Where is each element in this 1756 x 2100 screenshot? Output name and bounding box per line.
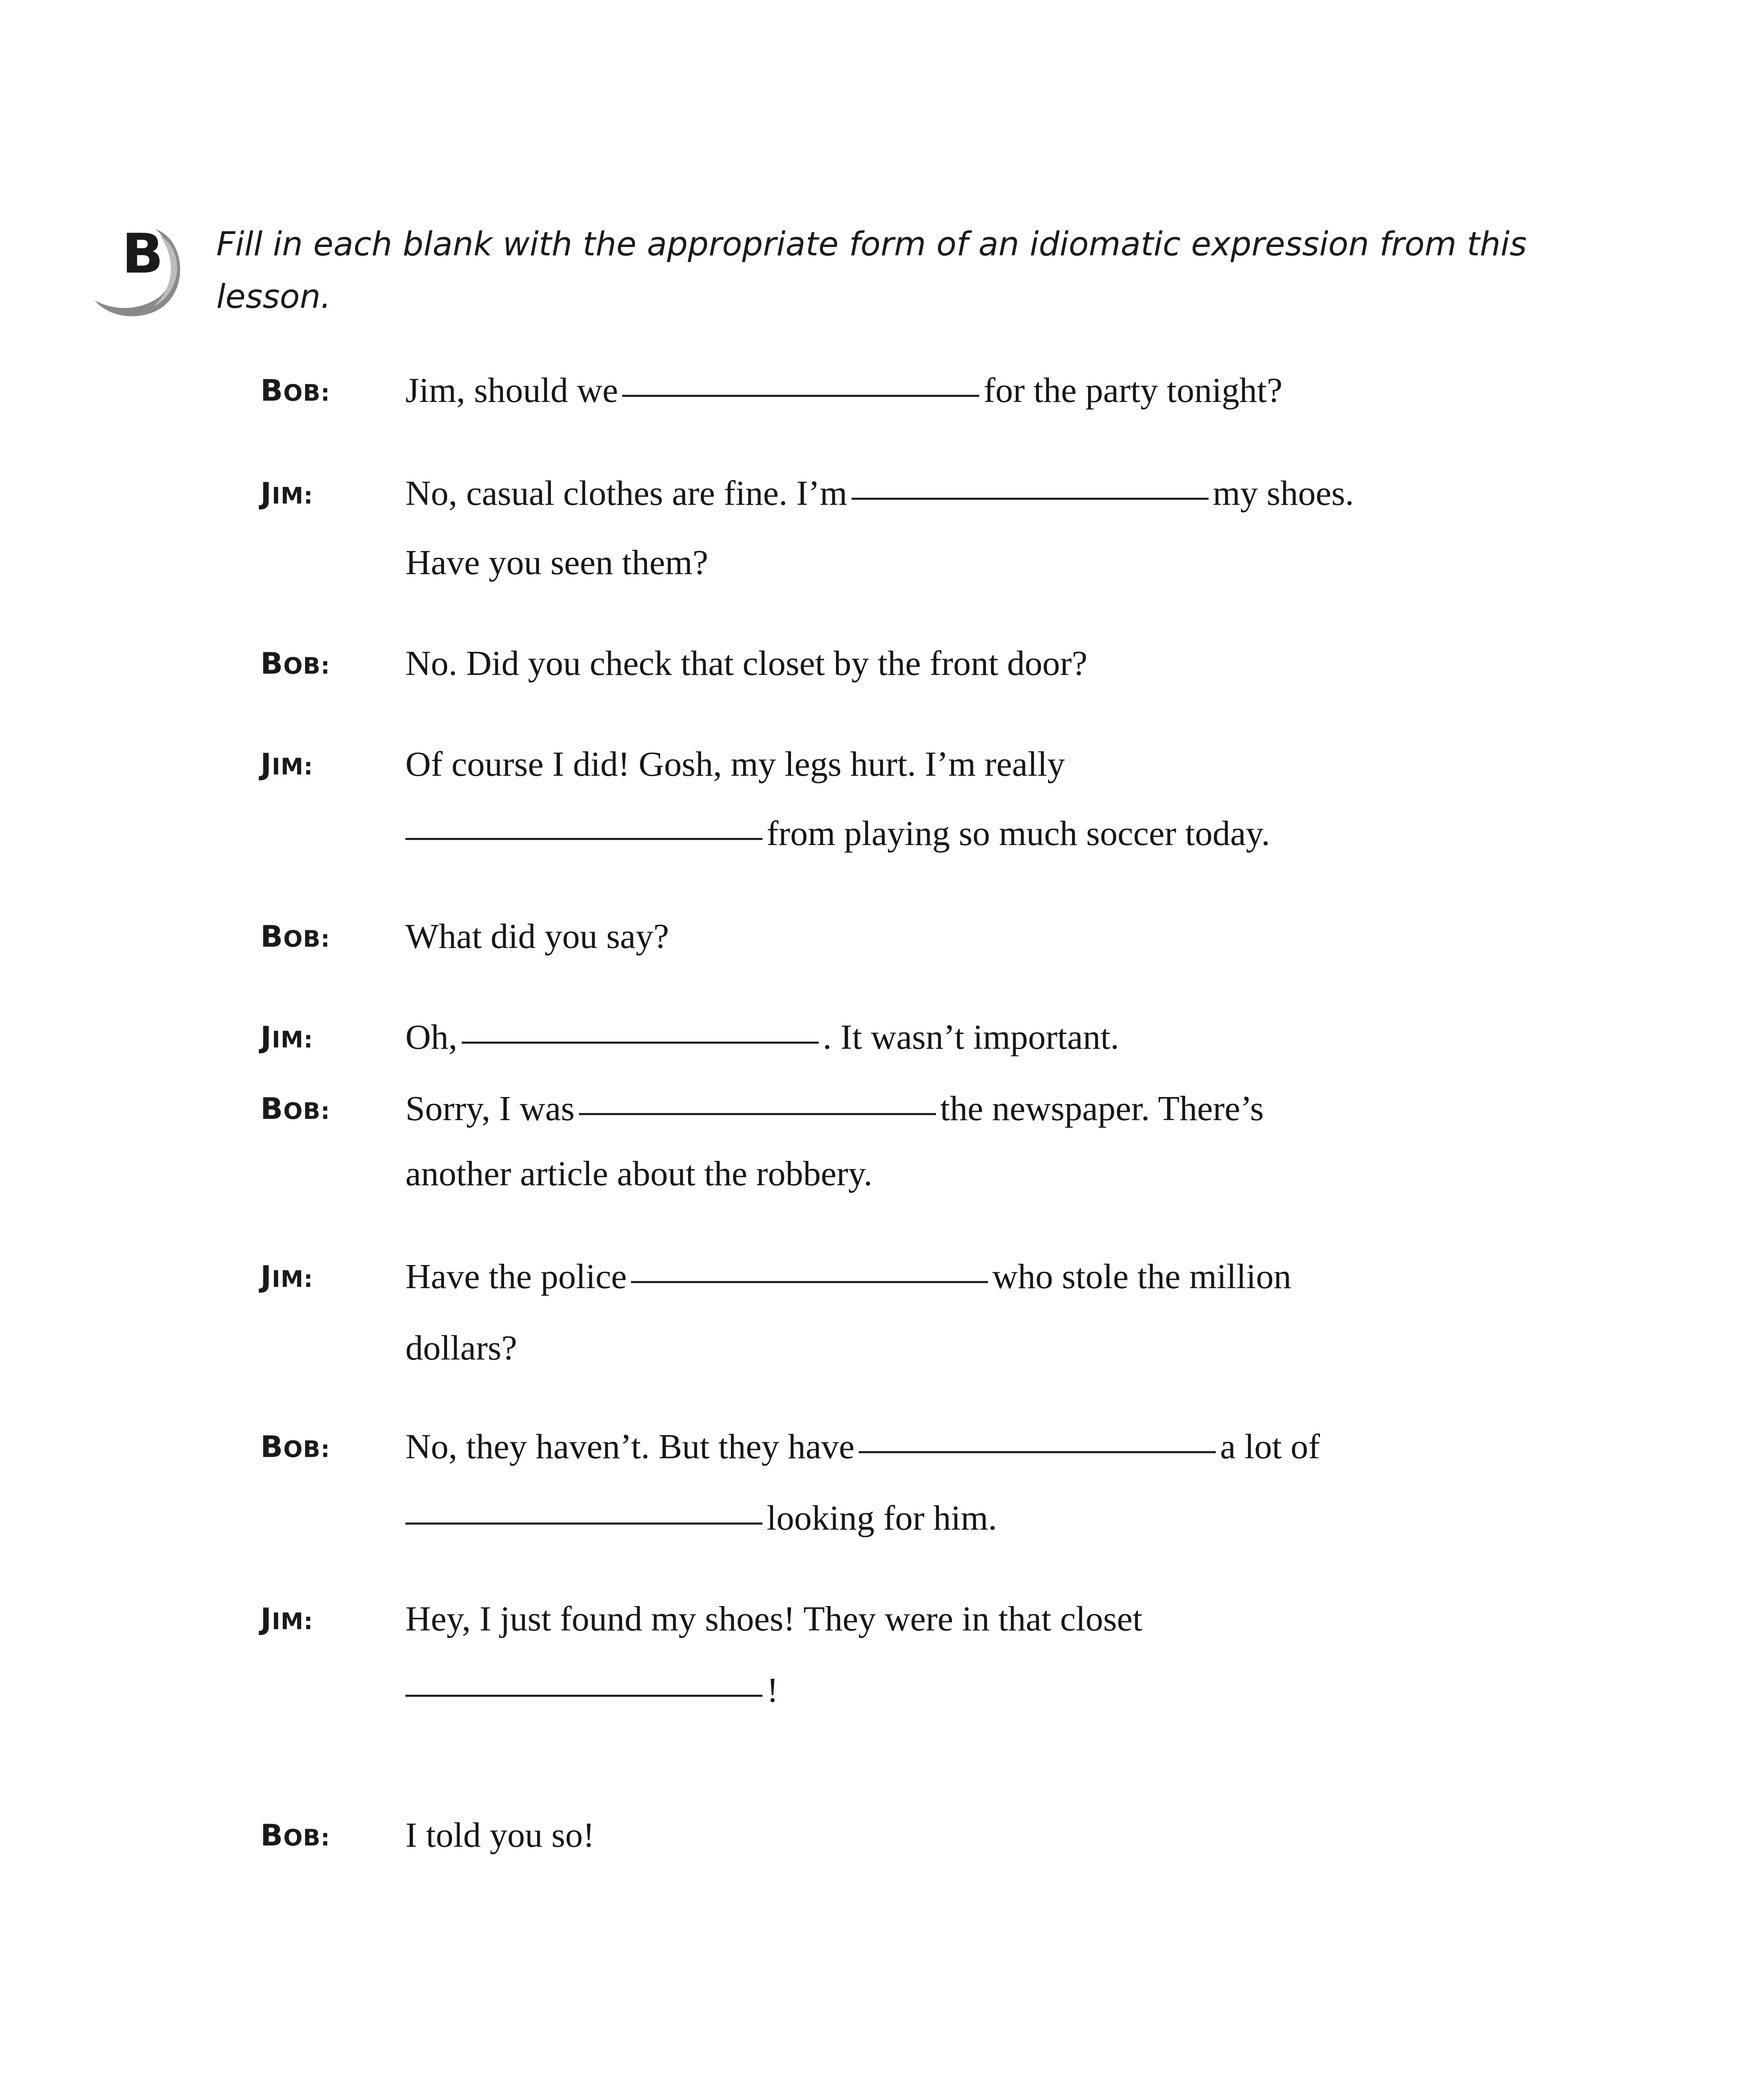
speaker-label [260, 1814, 330, 1859]
dialogue-line [405, 1153, 873, 1195]
answer-blank[interactable] [405, 1694, 762, 1697]
speaker-label [260, 1426, 330, 1470]
speaker-label [260, 1016, 313, 1061]
dialogue-line [405, 743, 1065, 785]
dialogue-line [405, 813, 1270, 855]
dialogue-text: No. Did you check that closet by the front door? [405, 644, 1088, 683]
dialogue-line [405, 1327, 517, 1369]
speaker-initial: B [260, 1818, 284, 1853]
dialogue-line [405, 1497, 997, 1539]
dialogue-text: looking for him. [767, 1499, 997, 1538]
dialogue-text: a lot of [1220, 1427, 1320, 1466]
dialogue-text: my shoes. [1212, 474, 1354, 513]
dialogue-text: from playing so much soccer today. [767, 814, 1270, 853]
speaker-initial: J [260, 1020, 272, 1055]
answer-blank[interactable] [579, 1113, 936, 1115]
answer-blank[interactable] [405, 837, 762, 840]
dialogue-line [405, 1598, 1142, 1640]
speaker-initial: J [260, 476, 272, 511]
dialogue-text: What did you say? [405, 917, 669, 956]
dialogue-text: Jim, should we [405, 371, 618, 410]
dialogue-text: Have you seen them? [405, 543, 708, 582]
speaker-name-rest: IM: [272, 483, 313, 509]
dialogue-text: Have the police [405, 1257, 627, 1296]
speaker-name-rest: OB: [283, 1436, 331, 1462]
dialogue-text: No, casual clothes are fine. I’m [405, 474, 847, 513]
dialogue-line [405, 370, 1283, 412]
speaker-name-rest: OB: [283, 653, 331, 679]
speaker-name-rest: OB: [283, 1098, 331, 1124]
speaker-initial: B [260, 1430, 284, 1464]
speaker-name-rest: IM: [272, 1608, 313, 1635]
dialogue-line [405, 1016, 1119, 1058]
dialogue-text: who stole the million [992, 1257, 1291, 1296]
speaker-label [260, 743, 313, 788]
dialogue-line [405, 1426, 1320, 1468]
dialogue-line [405, 1814, 594, 1856]
dialogue-text: the newspaper. There’s [940, 1089, 1264, 1128]
answer-blank[interactable] [859, 1451, 1216, 1453]
speaker-label [260, 643, 330, 687]
speaker-name-rest: IM: [272, 753, 313, 780]
speaker-initial: B [260, 373, 284, 408]
dialogue-text: . It wasn’t important. [823, 1018, 1120, 1057]
dialogue-text: I told you so! [405, 1816, 595, 1855]
dialogue-text: Sorry, I was [405, 1089, 575, 1128]
section-badge [84, 216, 197, 330]
speaker-initial: J [260, 1602, 272, 1636]
dialogue-line [405, 1256, 1291, 1298]
answer-blank[interactable] [462, 1041, 819, 1044]
speaker-label [260, 916, 330, 960]
speaker-initial: B [260, 1092, 284, 1126]
speaker-name-rest: IM: [272, 1266, 313, 1292]
exercise-instructions: Fill in each blank with the appropriate form of an idiomatic expression from this lesson. [216, 226, 1527, 316]
speaker-initial: B [260, 646, 284, 681]
speaker-label [260, 1256, 313, 1300]
dialogue-text: for the party tonight? [983, 371, 1283, 410]
dialogue-line [405, 1670, 778, 1712]
dialogue-text: another article about the robbery. [405, 1154, 873, 1193]
dialogue-text: Hey, I just found my shoes! They were in that closet [405, 1599, 1143, 1638]
speaker-label [260, 1088, 330, 1132]
dialogue-text: ! [767, 1671, 778, 1710]
dialogue-line [405, 643, 1088, 685]
dialogue-text: Of course I did! Gosh, my legs hurt. I’m really [405, 745, 1065, 784]
speaker-label [260, 1598, 313, 1643]
dialogue-line [405, 916, 669, 958]
answer-blank[interactable] [622, 394, 979, 397]
dialogue-line [405, 1088, 1264, 1130]
speaker-name-rest: OB: [283, 1824, 331, 1851]
speaker-name-rest: IM: [272, 1026, 313, 1053]
speaker-label [260, 472, 313, 517]
dialogue-text: Oh, [405, 1018, 457, 1057]
speaker-initial: J [260, 747, 272, 782]
exercise-letter: B [122, 222, 164, 286]
speaker-initial: B [260, 919, 284, 954]
speaker-name-rest: OB: [283, 380, 331, 406]
answer-blank[interactable] [631, 1281, 988, 1283]
answer-blank[interactable] [405, 1522, 762, 1525]
speaker-label [260, 370, 330, 414]
answer-blank[interactable] [852, 497, 1209, 500]
dialogue-text: No, they haven’t. But they have [405, 1427, 855, 1466]
dialogue-line [405, 542, 708, 584]
speaker-initial: J [260, 1260, 272, 1294]
dialogue-text: dollars? [405, 1328, 517, 1368]
dialogue-line [405, 472, 1354, 514]
speaker-name-rest: OB: [283, 926, 331, 952]
